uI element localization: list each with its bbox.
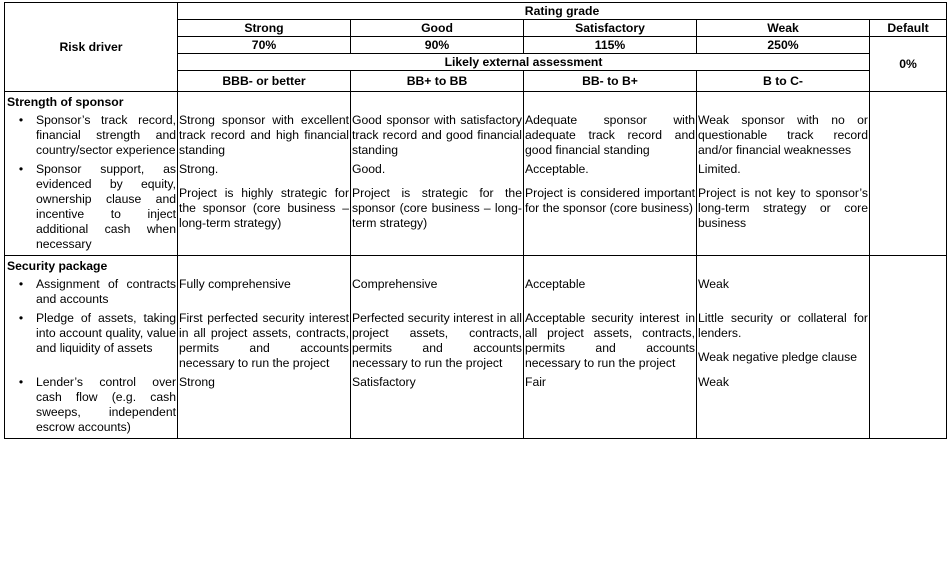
grade-cell bbox=[351, 276, 524, 310]
section-title: Strength of sponsor bbox=[5, 92, 178, 113]
default-blank-cell bbox=[870, 112, 947, 161]
grade-satisfactory: Satisfactory bbox=[524, 20, 697, 37]
grade-cell-text: Fully comprehensive bbox=[179, 277, 291, 291]
grade-cell bbox=[351, 310, 524, 374]
grade-cell bbox=[697, 112, 870, 161]
grade-cell bbox=[178, 374, 351, 439]
section-blank-cell bbox=[870, 256, 947, 277]
grade-cell bbox=[351, 112, 524, 161]
grade-cell-text: Fair bbox=[525, 375, 546, 389]
section-blank-cell bbox=[178, 92, 351, 113]
risk-driver-cell bbox=[5, 161, 178, 256]
grade-cell-text: Strong bbox=[179, 375, 215, 389]
grade-cell-text: Project is considered important for the sponsor (core business) bbox=[525, 186, 695, 215]
risk-driver-header: Risk driver bbox=[5, 3, 178, 92]
grade-cell-text: Project is not key to sponsor’s long-term strategy or core business bbox=[698, 186, 868, 230]
table-row bbox=[5, 276, 947, 310]
grade-cell-text: Good. bbox=[352, 162, 386, 176]
grade-cell-text: Little security or collateral for lenders. bbox=[698, 311, 868, 340]
risk-driver-cell bbox=[5, 112, 178, 161]
external-satisfactory: BB- to B+ bbox=[524, 71, 697, 92]
risk-driver-text: Assignment of contracts and accounts bbox=[36, 277, 176, 306]
grade-cell-text: Acceptable security interest in all project assets, contracts, permits and accounts necessary to run the project bbox=[525, 311, 695, 370]
section-blank-cell bbox=[524, 92, 697, 113]
weight-weak: 250% bbox=[697, 37, 870, 54]
grade-cell bbox=[524, 374, 697, 439]
grade-cell bbox=[697, 276, 870, 310]
table-row bbox=[5, 374, 947, 439]
grade-cell-text: Acceptable. bbox=[525, 162, 589, 176]
rating-grade-header: Rating grade bbox=[178, 3, 947, 20]
risk-driver-text: Pledge of assets, taking into account quality, value and liquidity of assets bbox=[36, 311, 176, 355]
section-blank-cell bbox=[697, 256, 870, 277]
default-blank-cell bbox=[870, 276, 947, 310]
table-row bbox=[5, 310, 947, 374]
section-blank-cell bbox=[178, 256, 351, 277]
weight-default: 0% bbox=[870, 37, 947, 92]
grade-cell bbox=[178, 161, 351, 256]
grade-good: Good bbox=[351, 20, 524, 37]
bullet-icon: • bbox=[18, 375, 24, 389]
grade-cell-text: Project is strategic for the sponsor (core business – long-term strategy) bbox=[352, 186, 522, 230]
default-blank-cell bbox=[870, 161, 947, 256]
risk-driver-item bbox=[6, 375, 176, 435]
default-blank-cell bbox=[870, 374, 947, 439]
external-good: BB+ to BB bbox=[351, 71, 524, 92]
grade-cell-text: Weak bbox=[698, 277, 729, 291]
table-row bbox=[5, 112, 947, 161]
risk-driver-text: Lender’s control over cash flow (e.g. cash sweeps, independent escrow accounts) bbox=[36, 375, 176, 434]
grade-cell bbox=[524, 161, 697, 256]
table-row bbox=[5, 161, 947, 256]
grade-default: Default bbox=[870, 20, 947, 37]
grade-cell bbox=[178, 276, 351, 310]
risk-driver-item bbox=[6, 311, 176, 356]
grade-cell-text: First perfected security interest in all project assets, contracts, permits and accounts necessary to run the project bbox=[179, 311, 349, 370]
grade-weak: Weak bbox=[697, 20, 870, 37]
grade-strong: Strong bbox=[178, 20, 351, 37]
weight-good: 90% bbox=[351, 37, 524, 54]
risk-driver-cell bbox=[5, 276, 178, 310]
grade-cell bbox=[178, 112, 351, 161]
grade-cell-text: Good sponsor with satisfactory track record and good financial standing bbox=[352, 113, 522, 157]
grade-cell bbox=[351, 374, 524, 439]
section-blank-cell bbox=[351, 92, 524, 113]
grade-cell bbox=[697, 374, 870, 439]
grade-cell-text: Project is highly strategic for the sponsor (core business – long-term strategy) bbox=[179, 186, 349, 230]
grade-cell bbox=[524, 276, 697, 310]
risk-driver-item bbox=[6, 277, 176, 307]
risk-driver-cell bbox=[5, 374, 178, 439]
bullet-icon: • bbox=[18, 162, 24, 176]
grade-cell bbox=[178, 310, 351, 374]
external-strong: BBB- or better bbox=[178, 71, 351, 92]
section-row bbox=[5, 92, 947, 113]
section-row bbox=[5, 256, 947, 277]
grade-cell-text: Acceptable bbox=[525, 277, 586, 291]
risk-driver-cell bbox=[5, 310, 178, 374]
default-blank-cell bbox=[870, 310, 947, 374]
grade-cell-text: Comprehensive bbox=[352, 277, 438, 291]
grade-cell bbox=[524, 310, 697, 374]
grade-cell bbox=[697, 161, 870, 256]
section-title: Security package bbox=[5, 256, 178, 277]
grade-cell-text: Weak negative pledge clause bbox=[698, 350, 857, 364]
weight-strong: 70% bbox=[178, 37, 351, 54]
section-blank-cell bbox=[351, 256, 524, 277]
bullet-icon: • bbox=[18, 113, 24, 127]
grade-cell-text: Strong sponsor with excellent track record and high financial standing bbox=[179, 113, 349, 157]
grade-cell-text: Strong. bbox=[179, 162, 219, 176]
risk-driver-text: Sponsor support, as evidenced by equity, ownership clause and incentive to inject additional cash when necessary bbox=[36, 162, 176, 251]
risk-driver-item bbox=[6, 162, 176, 252]
risk-driver-text: Sponsor’s track record, financial strength and country/sector experience bbox=[36, 113, 176, 157]
risk-driver-item bbox=[6, 113, 176, 158]
section-blank-cell bbox=[697, 92, 870, 113]
grade-cell-text: Adequate sponsor with adequate track record and good financial standing bbox=[525, 113, 695, 157]
grade-cell bbox=[697, 310, 870, 374]
section-blank-cell bbox=[870, 92, 947, 113]
section-blank-cell bbox=[524, 256, 697, 277]
external-weak: B to C- bbox=[697, 71, 870, 92]
grade-cell-text: Weak bbox=[698, 375, 729, 389]
grade-cell bbox=[524, 112, 697, 161]
grade-cell-text: Perfected security interest in all project assets, contracts, permits and accounts necessary to run the project bbox=[352, 311, 522, 370]
weight-satisfactory: 115% bbox=[524, 37, 697, 54]
bullet-icon: • bbox=[18, 311, 24, 325]
grade-cell bbox=[351, 161, 524, 256]
grade-cell-text: Satisfactory bbox=[352, 375, 416, 389]
likely-external-header: Likely external assessment bbox=[178, 54, 870, 71]
risk-rating-table bbox=[4, 2, 947, 439]
bullet-icon: • bbox=[18, 277, 24, 291]
grade-cell-text: Limited. bbox=[698, 162, 741, 176]
grade-cell-text: Weak sponsor with no or questionable track record and/or financial weaknesses bbox=[698, 113, 868, 157]
